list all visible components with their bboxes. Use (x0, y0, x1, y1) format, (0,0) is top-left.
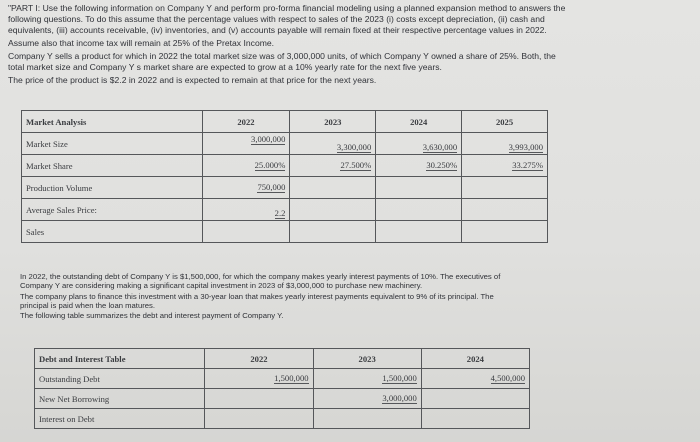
row-label: Average Sales Price: (22, 199, 203, 221)
table-row (22, 177, 548, 199)
header-cell: 2022 (202, 111, 290, 133)
intro-line-3: equivalents, (iii) accounts receivable, (iv) inventories, and (v) accounts payable will remain fixed at their respective percentage values in 2022. (8, 25, 547, 35)
table-cell (313, 389, 421, 409)
table-cell (376, 133, 462, 155)
table-cell (290, 221, 376, 243)
row-label: Market Size (22, 133, 203, 155)
table-cell (205, 389, 313, 409)
table-cell (202, 221, 290, 243)
header-cell: 2022 (205, 349, 313, 369)
intro-line-5: Company Y sells a product for which in 2022 the total market size was of 3,000,000 units, of which Company Y owned a share of 25%. Both, the (8, 51, 556, 61)
table-cell (376, 199, 462, 221)
cell-value: 25.000% (254, 160, 286, 170)
row-label: New Net Borrowing (35, 389, 205, 409)
table-cell (290, 199, 376, 221)
table-cell (205, 369, 313, 389)
table-cell (313, 409, 421, 429)
debt-interest-table (34, 348, 530, 429)
intro-line-6: total market size and Company Y s market share are expected to grow at a 10% yearly rate for the next five years. (8, 62, 442, 72)
cell-value: 3,000,000 (251, 134, 286, 144)
row-label: Interest on Debt (35, 409, 205, 429)
table-cell (462, 199, 548, 221)
table-cell (290, 177, 376, 199)
intro-line-7: The price of the product is $2.2 in 2022 and is expected to remain at that price for the next years. (8, 75, 377, 85)
cell-value: 3,000,000 (382, 393, 417, 403)
table-row (22, 133, 548, 155)
header-cell: 2024 (421, 349, 529, 369)
debt-text-line-2: Company Y are considering making a significant capital investment in 2023 of $3,000,000 to purchase new machinery. (20, 281, 423, 290)
table-row (22, 199, 548, 221)
table-cell (202, 133, 290, 155)
header-cell: 2023 (313, 349, 421, 369)
market-analysis-table (21, 110, 548, 243)
table-row (35, 369, 530, 389)
table-cell (421, 389, 529, 409)
table-row (35, 389, 530, 409)
header-cell: 2023 (290, 111, 376, 133)
debt-text-line-4: principal is paid when the loan matures. (20, 301, 156, 310)
table-cell (376, 177, 462, 199)
intro-line-2: following questions. To do this assume that the percentage values with respect to sales of the 2023 (i) costs except depreciation, (ii) cash and (8, 14, 545, 24)
table-cell (202, 199, 290, 221)
row-label: Outstanding Debt (35, 369, 205, 389)
table-cell (290, 155, 376, 177)
table-cell (376, 221, 462, 243)
cell-value: 2.2 (274, 208, 286, 218)
header-cell: Debt and Interest Table (35, 349, 205, 369)
header-cell: 2024 (376, 111, 462, 133)
table-cell (462, 155, 548, 177)
cell-value: 27.500% (340, 160, 372, 170)
debt-text-line-3: The company plans to finance this investment with a 30-year loan that makes yearly interest payments equivalent to 9% of its principal. The (20, 292, 494, 301)
table-cell (202, 177, 290, 199)
row-label: Market Share (22, 155, 203, 177)
table-cell (313, 369, 421, 389)
table-row (22, 221, 548, 243)
header-cell: 2025 (462, 111, 548, 133)
table-cell (421, 409, 529, 429)
header-cell: Market Analysis (22, 111, 203, 133)
table-row (35, 409, 530, 429)
intro-line-4: Assume also that income tax will remain at 25% of the Pretax Income. (8, 38, 275, 48)
cell-value: 3,630,000 (422, 142, 458, 152)
debt-text-line-1: In 2022, the outstanding debt of Company Y is $1,500,000, for which the company makes yearly interest payments of 10%. The executives of (20, 272, 501, 281)
cell-value: 3,993,000 (508, 142, 543, 152)
table-cell (205, 409, 313, 429)
intro-line-1: "PART I: Use the following information on Company Y and perform pro-forma financial modeling using a planned expansion method to answers the (8, 3, 566, 13)
table-row (22, 155, 548, 177)
cell-value: 1,500,000 (382, 373, 417, 383)
cell-value: 1,500,000 (274, 373, 309, 383)
cell-value: 3,300,000 (336, 142, 372, 152)
market-table-header (22, 111, 548, 133)
table-cell (421, 369, 529, 389)
row-label: Production Volume (22, 177, 203, 199)
table-cell (202, 155, 290, 177)
table-cell (462, 221, 548, 243)
row-label: Sales (22, 221, 203, 243)
cell-value: 4,500,000 (490, 373, 525, 383)
table-cell (290, 133, 376, 155)
table-cell (462, 177, 548, 199)
cell-value: 30.250% (426, 160, 458, 170)
cell-value: 750,000 (257, 182, 286, 192)
table-cell (462, 133, 548, 155)
debt-text-line-5: The following table summarizes the debt and interest payment of Company Y. (20, 311, 284, 320)
table-cell (376, 155, 462, 177)
debt-table-header (35, 349, 530, 369)
cell-value: 33.275% (512, 160, 543, 170)
